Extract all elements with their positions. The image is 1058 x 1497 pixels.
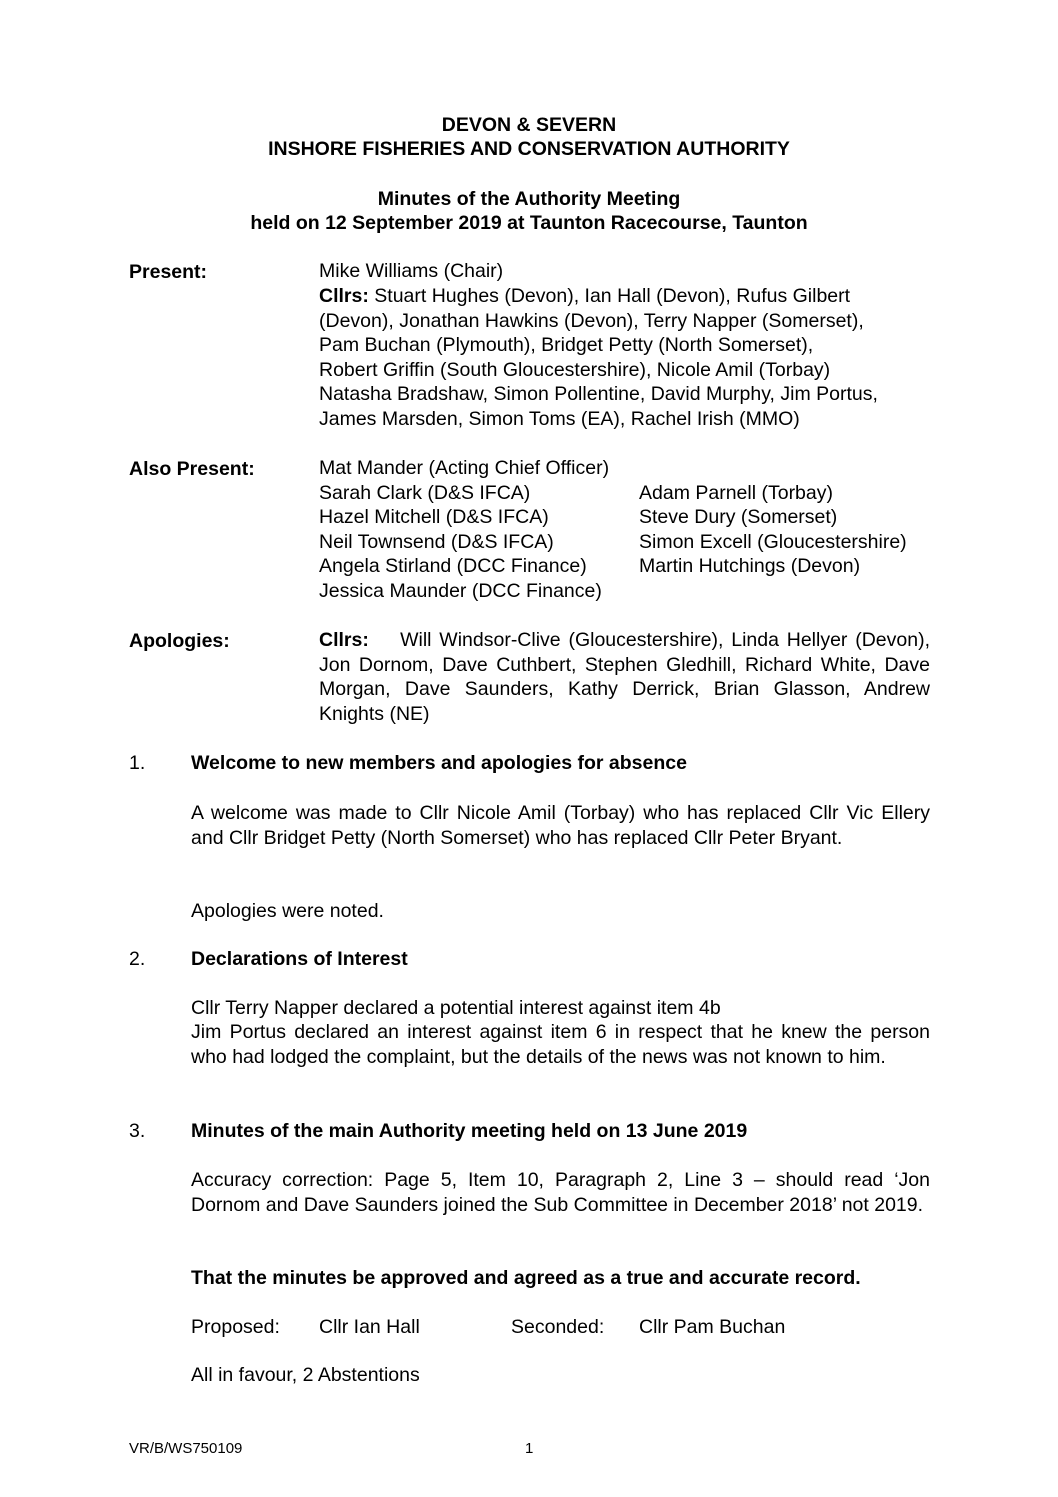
item-1-paragraph: A welcome was made to Cllr Nicole Amil (Torbay) who has replaced Cllr Vic Ellery and Cllr Bridget Petty (North Somerset) who has replaced Cllr Peter Bryant. xyxy=(191,802,930,849)
apologies-text xyxy=(319,628,930,726)
item-2-paragraph-1: Cllr Terry Napper declared a potential interest against item 4b xyxy=(191,997,721,1019)
also-present-first: Mat Mander (Acting Chief Officer) xyxy=(319,457,610,479)
present-line-1-text: Stuart Hughes (Devon), Ian Hall (Devon), Rufus Gilbert xyxy=(368,285,851,307)
also-present-left-3: Neil Townsend (D&S IFCA) xyxy=(319,531,554,553)
also-present-left-2: Hazel Mitchell (D&S IFCA) xyxy=(319,506,549,528)
org-title-line1: DEVON & SEVERN xyxy=(441,114,617,136)
also-present-left-4: Angela Stirland (DCC Finance) xyxy=(319,555,587,577)
vote-result: All in favour, 2 Abstentions xyxy=(191,1364,420,1386)
present-cllrs-label: Cllrs: xyxy=(319,285,369,307)
item-2-paragraph-2: Jim Portus declared an interest against item 6 in respect that he knew the person who had lodged the complaint, but the details of the news was not known to him. xyxy=(191,1021,930,1068)
seconded-label: Seconded: xyxy=(511,1316,605,1338)
org-title-line2: INSHORE FISHERIES AND CONSERVATION AUTHORITY xyxy=(268,138,790,160)
seconded-value: Cllr Pam Buchan xyxy=(639,1316,786,1338)
meeting-title: Minutes of the Authority Meeting xyxy=(377,188,681,210)
item-3-resolution: That the minutes be approved and agreed as a true and accurate record. xyxy=(191,1267,861,1289)
item-1-heading: Welcome to new members and apologies for absence xyxy=(191,752,687,774)
item-3-number: 3. xyxy=(129,1120,146,1142)
present-label: Present: xyxy=(129,261,208,283)
item-2-number: 2. xyxy=(129,948,146,970)
also-present-right-1: Adam Parnell (Torbay) xyxy=(639,482,833,504)
also-present-right-3: Simon Excell (Gloucestershire) xyxy=(639,531,907,553)
also-present-left-5: Jessica Maunder (DCC Finance) xyxy=(319,580,602,602)
also-present-label: Also Present: xyxy=(129,458,255,480)
also-present-right-2: Steve Dury (Somerset) xyxy=(639,506,838,528)
meeting-date-location: held on 12 September 2019 at Taunton Racecourse, Taunton xyxy=(250,212,808,234)
item-1-number: 1. xyxy=(129,752,146,774)
item-1-apologies-noted: Apologies were noted. xyxy=(191,900,384,922)
page-number: 1 xyxy=(525,1440,534,1457)
apologies-names: Will Windsor-Clive (Gloucestershire), Linda Hellyer (Devon), Jon Dornom, Dave Cuthbert, Stephen Gledhill, Richard White, Dave Morgan, Dave Saunders, Kathy Derrick, Brian Glasson, Andrew Knights (NE) xyxy=(319,629,931,725)
present-line-6: James Marsden, Simon Toms (EA), Rachel Irish (MMO) xyxy=(319,408,800,430)
present-line-4: Robert Griffin (South Gloucestershire), Nicole Amil (Torbay) xyxy=(319,359,831,381)
also-present-left-1: Sarah Clark (D&S IFCA) xyxy=(319,482,531,504)
present-line-3: Pam Buchan (Plymouth), Bridget Petty (North Somerset), xyxy=(319,334,814,356)
proposed-value: Cllr Ian Hall xyxy=(319,1316,420,1338)
item-2-heading: Declarations of Interest xyxy=(191,948,408,970)
apologies-label: Apologies: xyxy=(129,630,230,652)
item-3-heading: Minutes of the main Authority meeting held on 13 June 2019 xyxy=(191,1120,748,1142)
item-3-paragraph: Accuracy correction: Page 5, Item 10, Paragraph 2, Line 3 – should read ‘Jon Dornom and Dave Saunders joined the Sub Committee in December 2018’ not 2019. xyxy=(191,1169,930,1216)
also-present-right-4: Martin Hutchings (Devon) xyxy=(639,555,861,577)
footer-reference: VR/B/WS750109 xyxy=(129,1440,243,1457)
proposed-label: Proposed: xyxy=(191,1316,280,1338)
present-line-5: Natasha Bradshaw, Simon Pollentine, David Murphy, Jim Portus, xyxy=(319,383,878,405)
present-chair: Mike Williams (Chair) xyxy=(319,260,504,282)
apologies-cllrs-label: Cllrs: xyxy=(319,629,369,651)
present-line-1 xyxy=(319,284,850,308)
present-line-2: (Devon), Jonathan Hawkins (Devon), Terry Napper (Somerset), xyxy=(319,310,864,332)
